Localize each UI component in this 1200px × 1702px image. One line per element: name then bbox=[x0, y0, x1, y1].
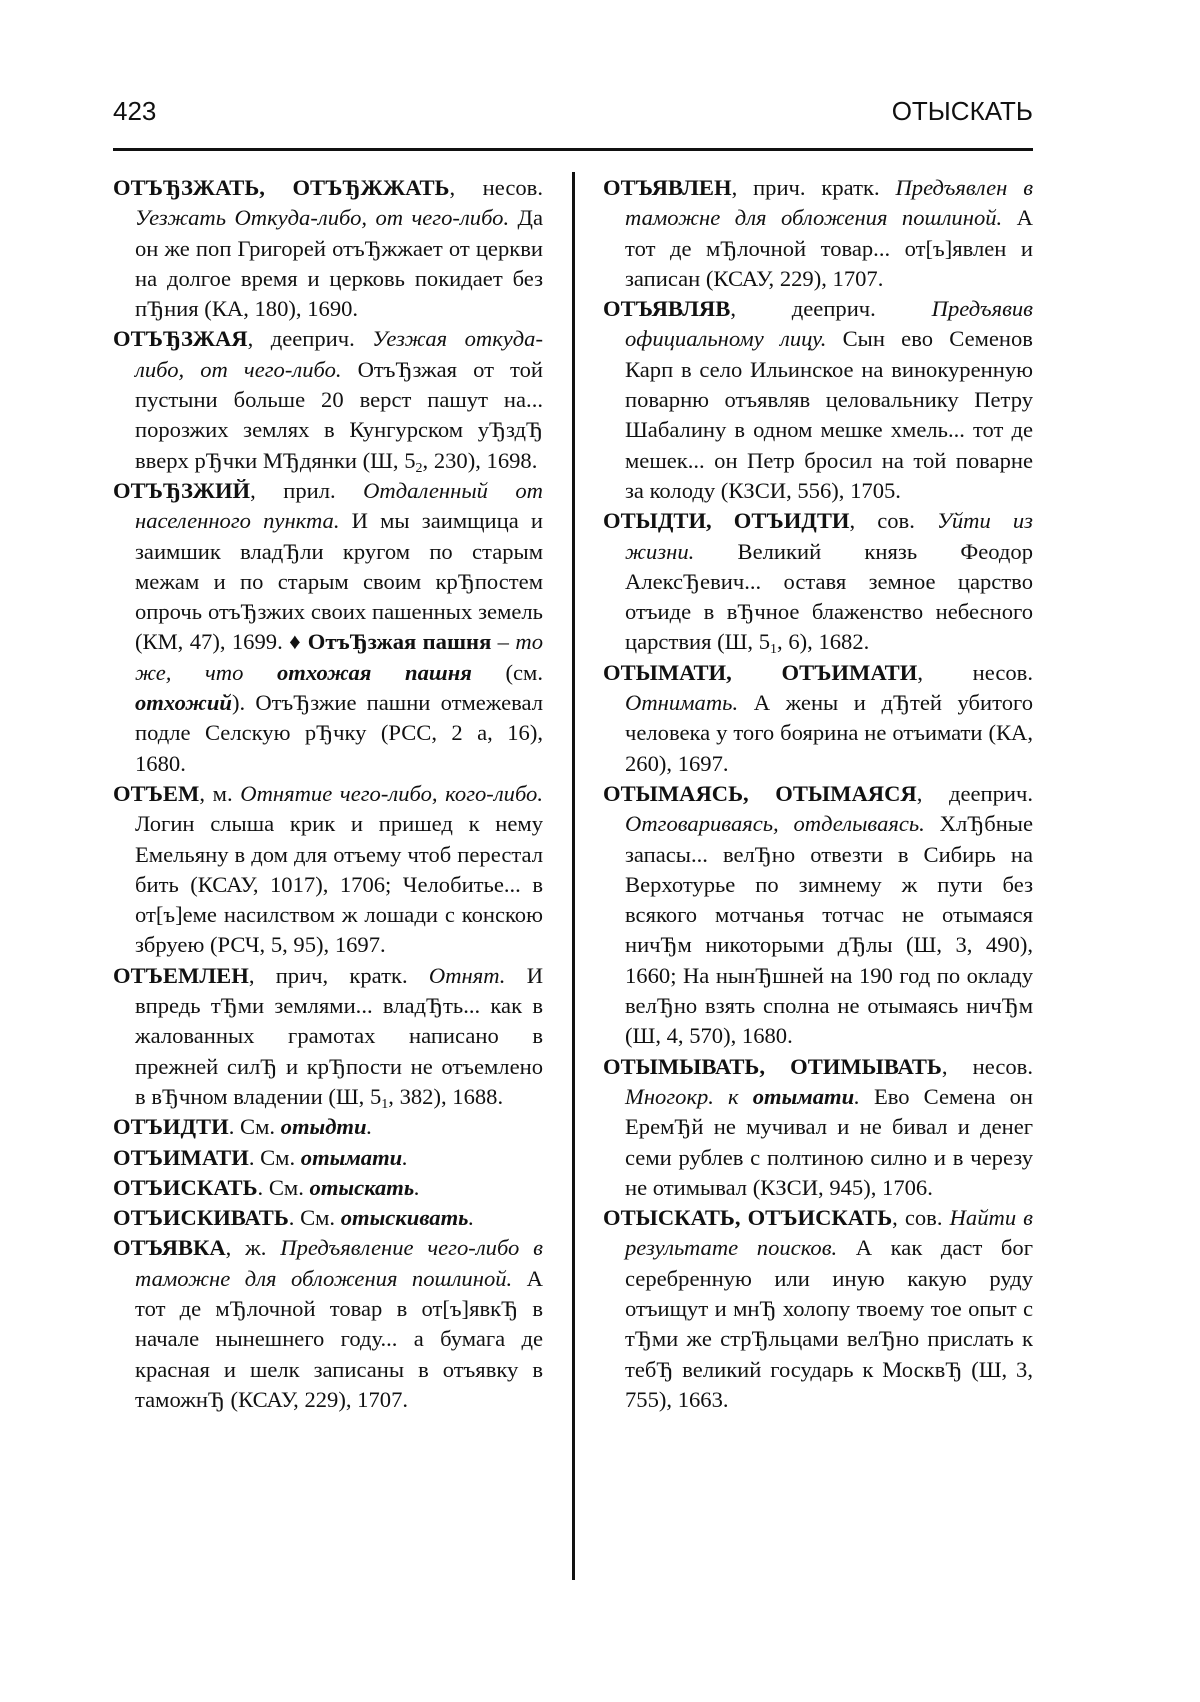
headword: ОТЪЯВЛЯВ bbox=[603, 296, 731, 322]
dictionary-entry bbox=[113, 961, 543, 1112]
dictionary-entry bbox=[113, 779, 543, 961]
definition: Уезжая откуда-либо, от чего-либо. bbox=[135, 326, 543, 382]
definition: Отнимать. bbox=[625, 690, 739, 716]
headword: ОТЪИСКАТЬ bbox=[113, 1174, 258, 1200]
punctuation: . bbox=[366, 1114, 373, 1140]
column-divider bbox=[572, 172, 575, 1580]
cross-reference: отхожий bbox=[135, 690, 232, 716]
subscript: 1 bbox=[770, 642, 778, 658]
cross-reference: отыдти bbox=[280, 1114, 367, 1140]
headword: ОТЫМАЯСЬ, ОТЫМАЯСЯ bbox=[603, 780, 917, 806]
dictionary-entry bbox=[113, 1203, 543, 1233]
definition: Уйти из жизни. bbox=[625, 508, 1033, 564]
grammar-note: , несов. bbox=[917, 659, 1034, 685]
definition: Отнятие чего-либо, кого-либо. bbox=[232, 780, 543, 806]
definition: Уезжать Откуда-либо, от чего-либо. bbox=[135, 205, 510, 231]
definition-tail: . bbox=[854, 1083, 860, 1109]
dictionary-entry bbox=[113, 1173, 543, 1203]
definition: Предъявлен в таможне для обложения пошлиной. bbox=[625, 175, 1033, 231]
citation: Да он же поп Григорей отъЂжжает от церкви на долгое время и церковь покидает без пЂния (КА, 180), 1690. bbox=[135, 205, 543, 322]
dictionary-entry bbox=[113, 1143, 543, 1173]
grammar-note: , дееприч. bbox=[247, 326, 355, 352]
headword: ОТЫДТИ, ОТЪИДТИ bbox=[603, 508, 850, 534]
dictionary-entry bbox=[603, 1052, 1033, 1203]
dictionary-entry bbox=[113, 1112, 543, 1142]
subentry-text: (см. bbox=[471, 659, 543, 685]
definition: Найти в результате поисков. bbox=[625, 1205, 1033, 1261]
definition: Предъявление чего-либо в таможне для обложения пошлиной. bbox=[135, 1235, 543, 1291]
grammar-note: . См. bbox=[288, 1205, 341, 1231]
header-rule bbox=[113, 148, 1033, 151]
headword: ОТЫСКАТЬ, ОТЪИСКАТЬ bbox=[603, 1205, 893, 1231]
cross-reference: отхожая пашня bbox=[276, 659, 472, 685]
headword: ОТЪЯВЛЕН bbox=[603, 175, 732, 200]
right-column bbox=[603, 173, 1033, 1415]
grammar-note: , прил. bbox=[250, 477, 336, 503]
definition: Отдаленный от населенного пункта. bbox=[135, 477, 543, 534]
headword: ОТЪЂЗЖАТЬ, ОТЪЂЖЖАТЬ bbox=[113, 175, 450, 200]
dictionary-entry bbox=[113, 173, 543, 324]
headword: ОТЪИМАТИ bbox=[113, 1144, 249, 1170]
punctuation: . bbox=[402, 1144, 408, 1170]
headword: ОТЪЂЗЖАЯ bbox=[113, 326, 248, 352]
diamond-mark: ♦ bbox=[289, 629, 308, 655]
grammar-note: , прич, кратк. bbox=[248, 962, 408, 988]
headword: ОТЪЕМ bbox=[113, 780, 200, 806]
definition: Предъявив официальному лицу. bbox=[625, 296, 1033, 352]
dictionary-entry bbox=[113, 476, 543, 779]
grammar-note: , несов. bbox=[941, 1053, 1033, 1079]
citation-tail: , 382), 1688. bbox=[388, 1083, 504, 1109]
page-number: 423 bbox=[113, 96, 157, 126]
citation: Сын ево Семенов Карп в село Ильинское на винокуренную поварню отъявляв целовальнику Петру Шабалину в одном мешке хмель... тот де мешек... он Петр бросил на той поварне за колоду (КЗСИ, 556), 1705. bbox=[625, 326, 1033, 503]
dictionary-entry bbox=[603, 506, 1033, 657]
cross-reference: отымати bbox=[300, 1144, 403, 1170]
subscript: 1 bbox=[381, 1096, 389, 1112]
definition: Отговариваясь, отделываясь. bbox=[625, 811, 925, 837]
grammar-note: . См. bbox=[228, 1114, 281, 1140]
citation: Логин слыша крик и пришед к нему Емельяну в дом для отъему чтоб перестал бить (КСАУ, 1017), 1706; Челобитье... в от[ъ]еме насилством ж лошади с конскою збруею (РСЧ, 5, 95), 1697. bbox=[135, 811, 543, 958]
headword: ОТЪЕМЛЕН bbox=[113, 962, 249, 988]
subentry-definition: – то же, что bbox=[135, 629, 543, 685]
citation: А тот де мЂлочной товар в от[ъ]явкЂ в начале нынешнего году... а бумага де красная и шелк записаны в отъявку в таможнЂ (КСАУ, 229), 1707. bbox=[135, 1265, 543, 1412]
headword: ОТЪИДТИ bbox=[113, 1114, 229, 1140]
dictionary-entry bbox=[603, 294, 1033, 506]
citation: Ево Семена он ЕремЂй не мучивал и не бивал и денег семи рублев с полтиною силно и в черезу не отимывал (КЗСИ, 945), 1706. bbox=[625, 1083, 1033, 1200]
cross-reference: отыскать bbox=[309, 1174, 415, 1200]
dictionary-entry bbox=[603, 173, 1033, 294]
grammar-note: , ж. bbox=[225, 1235, 267, 1261]
citation: Великий князь Феодор АлексЂевич... оставя земное царство отъиде в вЂчное блаженство небесного царствия (Ш, 5 bbox=[625, 538, 1033, 655]
citation-tail: , 6), 1682. bbox=[777, 629, 870, 655]
grammar-note: , несов. bbox=[449, 175, 543, 200]
citation: А жены и дЂтей убитого человека у того боярина не отъимати (КА, 260), 1697. bbox=[625, 690, 1033, 776]
grammar-note: , дееприч. bbox=[730, 296, 876, 322]
subentry-citation: ). ОтъЂзжие пашни отмежевал подле Селскую рЂчку (РСС, 2 а, 16), 1680. bbox=[135, 690, 543, 776]
grammar-note: , дееприч. bbox=[916, 780, 1034, 806]
dictionary-entry bbox=[603, 1203, 1033, 1415]
punctuation: . bbox=[468, 1205, 475, 1231]
headword: ОТЪИСКИВАТЬ bbox=[113, 1205, 289, 1231]
grammar-note: , прич. кратк. bbox=[731, 175, 880, 200]
citation: И мы заимщица и заимшик владЂли кругом по старым межам и по старым своим крЂпостем опрочь отъЂзжих своих пашенных земель (КМ, 47), 1699. bbox=[135, 508, 543, 655]
subscript: 2 bbox=[415, 460, 423, 476]
grammar-note: . См. bbox=[257, 1174, 310, 1200]
left-column bbox=[113, 173, 543, 1415]
headword: ОТЪЯВКА bbox=[113, 1235, 226, 1261]
cross-reference: отымати bbox=[752, 1083, 855, 1109]
citation: ХлЂбные запасы... велЂно отвезти в Сибирь на Верхотурье по зимнему ж пути без всякого мотчанья тотчас не отымаяся ничЂм никоторыми дЂлы (Ш, 3, 490), 1660; На нынЂшней на 190 год по окладу велЂно взять сполна не отымаясь ничЂм (Ш, 4, 570), 1680. bbox=[625, 811, 1034, 1049]
running-head: ОТЫСКАТЬ bbox=[891, 96, 1033, 126]
citation: И впредь тЂми землями... владЂть... как в жалованных грамотах написано в прежней силЂ и крЂпости не отъемлено в вЂчном владении (Ш, 5 bbox=[135, 962, 544, 1109]
grammar-note: , м. bbox=[199, 780, 233, 806]
dictionary-entry bbox=[603, 779, 1033, 1052]
grammar-note: . См. bbox=[248, 1144, 301, 1170]
citation: А тот де мЂлочной товар... от[ъ]явлен и записан (КСАУ, 229), 1707. bbox=[625, 205, 1033, 291]
headword: ОТЪЂЗЖИЙ bbox=[113, 477, 251, 503]
dictionary-entry bbox=[113, 1233, 543, 1415]
headword: ОТЫМЫВАТЬ, ОТИМЫВАТЬ bbox=[603, 1053, 942, 1079]
dictionary-entry bbox=[113, 324, 543, 475]
definition: Многокр. к bbox=[625, 1083, 753, 1109]
punctuation: . bbox=[414, 1174, 420, 1200]
citation: ОтъЂзжая от той пустыни больше 20 верст пашут на... порозжих землях в Кунгурском уЂздЂ вверх рЂчки МЂдянки (Ш, 5 bbox=[135, 356, 543, 473]
headword: ОТЫМАТИ, ОТЪИМАТИ bbox=[603, 659, 918, 685]
grammar-note: , сов. bbox=[892, 1205, 943, 1231]
subentry-headword: ОтъЂзжая пашня bbox=[307, 629, 492, 655]
citation-tail: , 230), 1698. bbox=[422, 447, 538, 473]
definition: Отнят. bbox=[407, 962, 506, 988]
cross-reference: отыскивать bbox=[340, 1205, 469, 1231]
grammar-note: , сов. bbox=[849, 508, 915, 534]
citation: А как даст бог серебренную или иную какую руду отъищут и мнЂ холопу твоему тое опыт с тЂми же стрЂльцами велЂно прислать к тебЂ великий государь к МосквЂ (Ш, 3, 755), 1663. bbox=[625, 1235, 1033, 1412]
dictionary-entry bbox=[603, 658, 1033, 779]
